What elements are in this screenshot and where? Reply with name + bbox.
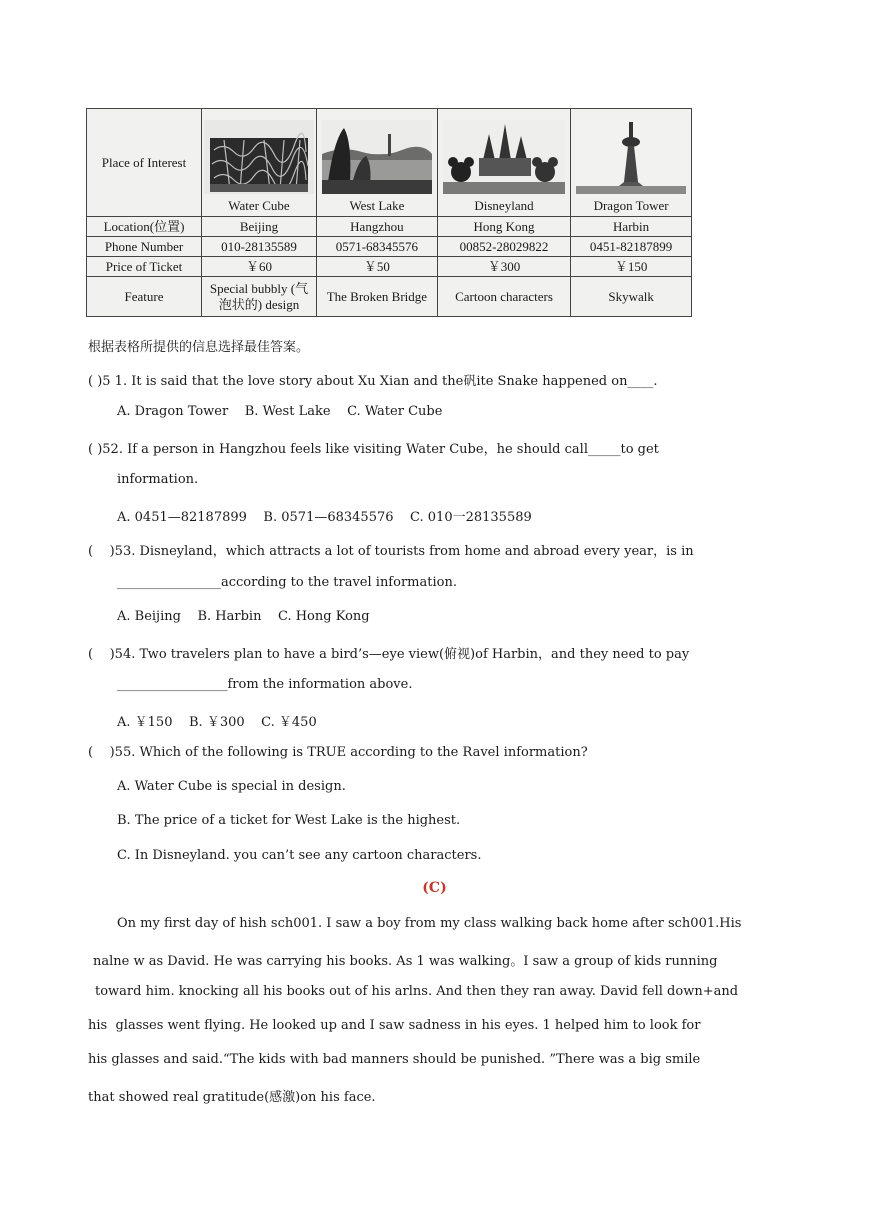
question-53: ( )53. Disneyland，which attracts a lot of tourists from home and abroad every year，is in xyxy=(88,544,694,559)
instruction: 根据表格所提供的信息选择最佳答案。 xyxy=(88,340,310,355)
question-52-continued: information. xyxy=(117,472,199,487)
row-label-feature: Feature xyxy=(87,277,202,317)
place-name: Water Cube xyxy=(228,197,290,213)
question-54: ( )54. Two travelers plan to have a bird’s—eye view(俯视)of Harbin，and they need to pay xyxy=(88,647,690,662)
place-disneyland xyxy=(437,109,570,217)
passage-line: On my first day of hish sch001. I saw a boy from my class walking back home after sch001.His xyxy=(117,916,742,931)
dragon-tower-photo xyxy=(573,112,689,194)
question-54-options: A. ￥150 B. ￥300 C. ￥450 xyxy=(117,715,317,730)
cell: 00852-28029822 xyxy=(437,237,570,257)
question-53-continued: ________________according to the travel information. xyxy=(117,575,457,590)
place-west-lake xyxy=(317,109,438,217)
passage-line: his glasses and said.“The kids with bad manners should be punished. ”There was a big smile xyxy=(88,1052,701,1067)
disneyland-photo xyxy=(440,112,568,194)
place-name: Dragon Tower xyxy=(593,197,669,213)
cell: ￥300 xyxy=(437,257,570,277)
west-lake-photo xyxy=(319,112,435,194)
place-name: West Lake xyxy=(349,197,405,213)
passage-line: his glasses went flying. He looked up and I saw sadness in his eyes. 1 helped him to look for xyxy=(88,1018,701,1033)
passage-title: (C) xyxy=(422,880,447,896)
question-51: ( )5 1. It is said that the love story about Xu Xian and the矾ite Snake happened on____. xyxy=(88,374,658,389)
cell: Cartoon characters xyxy=(437,277,570,317)
water-cube-photo xyxy=(204,112,314,194)
place-water-cube xyxy=(202,109,317,217)
cell: ￥50 xyxy=(317,257,438,277)
question-55-option-b: B. The price of a ticket for West Lake is the highest. xyxy=(117,813,461,828)
passage-line: toward him. knocking all his books out of his arlns. And then they ran away. David fell down+and xyxy=(95,984,739,999)
question-52-options: A. 0451—82187899 B. 0571—68345576 C. 010一28135589 xyxy=(117,510,532,525)
question-53-options: A. Beijing B. Harbin C. Hong Kong xyxy=(117,609,370,624)
question-55: ( )55. Which of the following is TRUE according to the Ravel information? xyxy=(88,745,588,760)
cell: 0571-68345576 xyxy=(317,237,438,257)
passage-line: nalne w as David. He was carrying his books. As 1 was walking。I saw a group of kids running xyxy=(93,954,718,969)
row-label-price: Price of Ticket xyxy=(87,257,202,277)
question-55-option-c: C. In Disneyland. you can’t see any cartoon characters. xyxy=(117,848,482,863)
place-dragon-tower xyxy=(571,109,692,217)
cell: Skywalk xyxy=(571,277,692,317)
cell: ￥150 xyxy=(571,257,692,277)
place-name: Disneyland xyxy=(474,197,534,213)
row-label-phone: Phone Number xyxy=(87,237,202,257)
question-55-option-a: A. Water Cube is special in design. xyxy=(117,779,346,794)
cell: Hangzhou xyxy=(317,217,438,237)
question-51-options: A. Dragon Tower B. West Lake C. Water Cube xyxy=(117,404,443,419)
row-label-location: Location(位置) xyxy=(87,217,202,237)
cell: ￥60 xyxy=(202,257,317,277)
header-label: Place of Interest xyxy=(87,109,202,217)
cell: Harbin xyxy=(571,217,692,237)
cell: 010-28135589 xyxy=(202,237,317,257)
question-54-continued: _________________from the information above. xyxy=(117,677,413,692)
passage-line: that showed real gratitude(感激)on his face. xyxy=(88,1090,376,1105)
cell: The Broken Bridge xyxy=(317,277,438,317)
cell: Beijing xyxy=(202,217,317,237)
cell: Special bubbly (气泡状的) design xyxy=(202,277,317,317)
travel-info-table xyxy=(86,108,692,316)
cell: Hong Kong xyxy=(437,217,570,237)
cell: 0451-82187899 xyxy=(571,237,692,257)
question-52: ( )52. If a person in Hangzhou feels like visiting Water Cube，he should call_____to get xyxy=(88,442,659,457)
